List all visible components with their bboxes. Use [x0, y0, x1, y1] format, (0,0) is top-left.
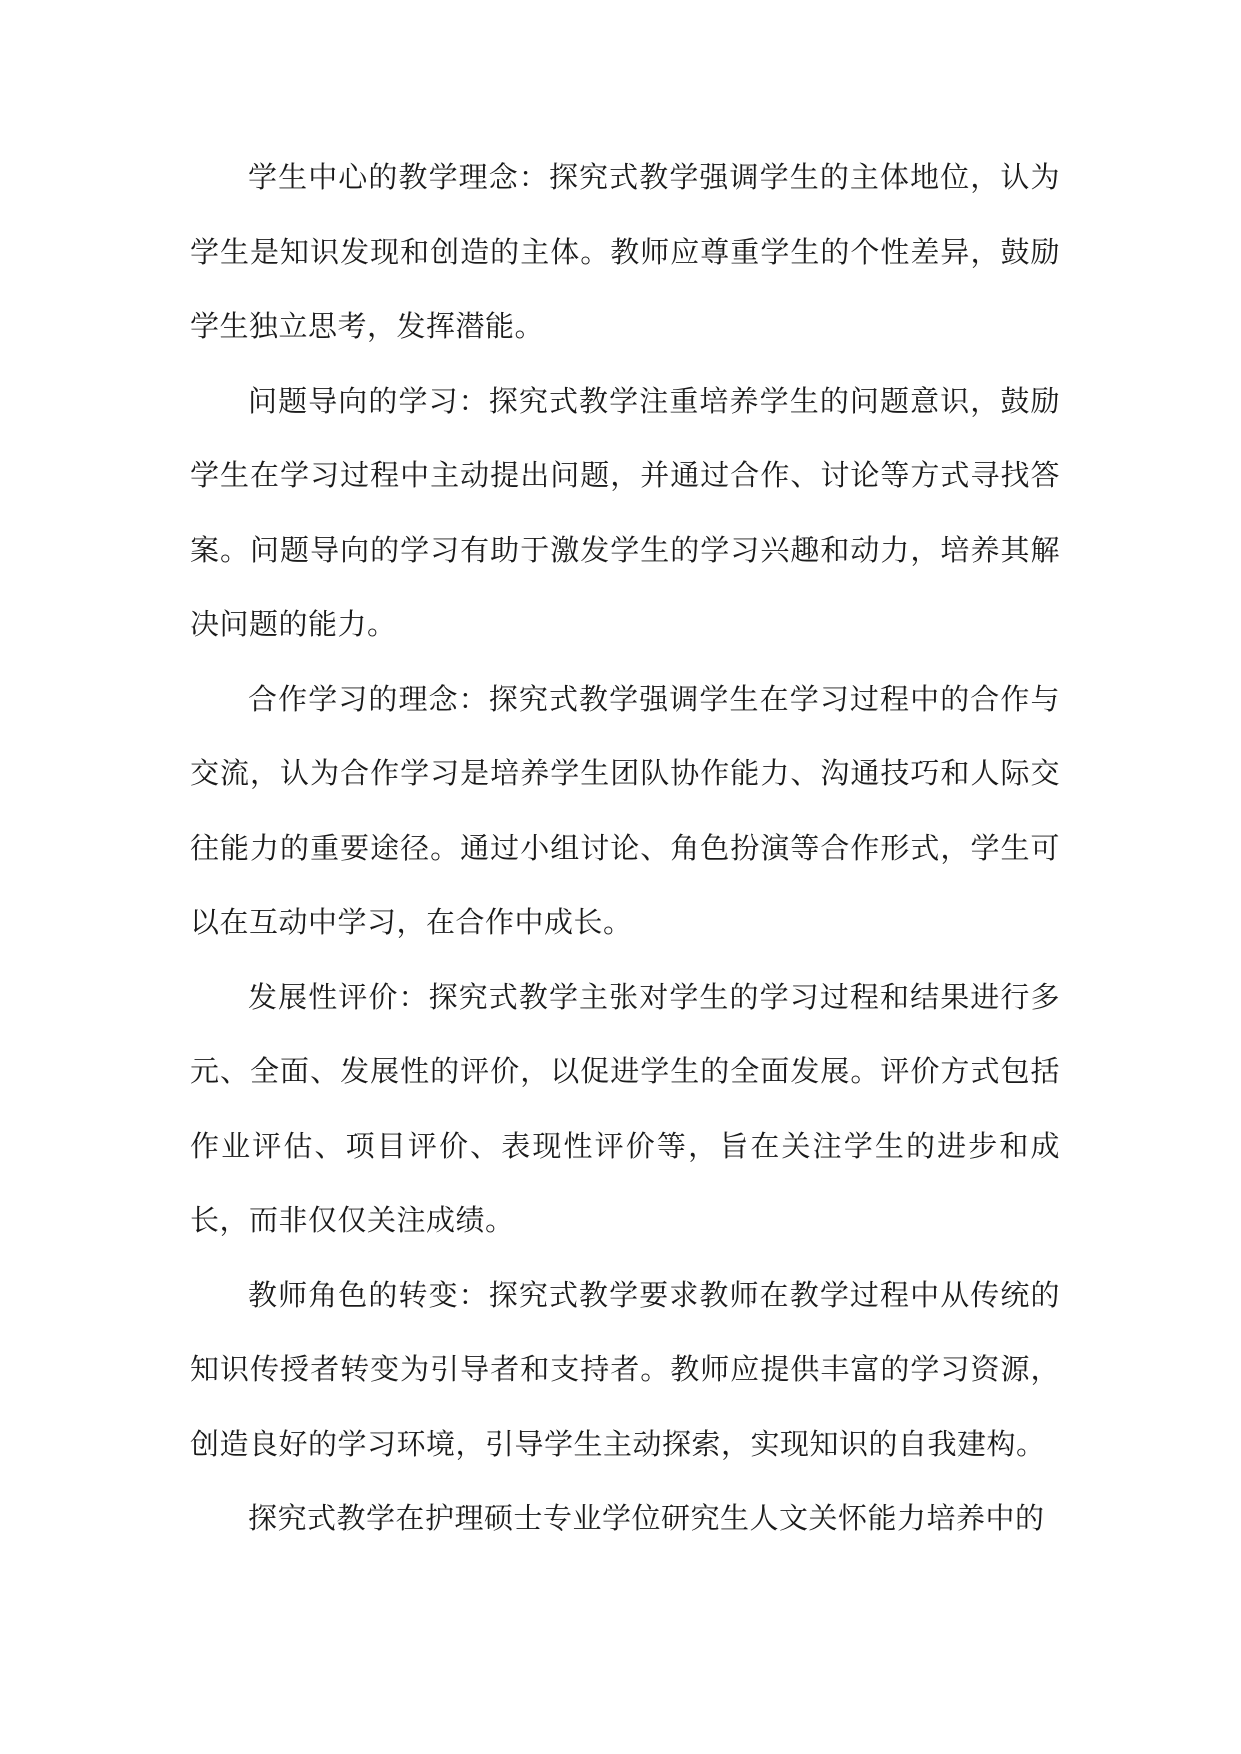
document-body — [190, 140, 1060, 1556]
paragraph-developmental-evaluation: 发展性评价：探究式教学主张对学生的学习过程和结果进行多元、全面、发展性的评价，以促进学生的全面发展。评价方式包括作业评估、项目评价、表现性评价等，旨在关注学生的进步和成长，而非仅仅关注成绩。 — [190, 979, 1060, 1237]
paragraph-cooperative-learning: 合作学习的理念：探究式教学强调学生在学习过程中的合作与交流，认为合作学习是培养学生团队协作能力、沟通技巧和人际交往能力的重要途径。通过小组讨论、角色扮演等合作形式，学生可以在互动中学习，在合作中成长。 — [190, 681, 1060, 939]
paragraph-student-centered: 学生中心的教学理念：探究式教学强调学生的主体地位，认为学生是知识发现和创造的主体。教师应尊重学生的个性差异，鼓励学生独立思考，发挥潜能。 — [190, 160, 1060, 343]
paragraph-teacher-role: 教师角色的转变：探究式教学要求教师在教学过程中从传统的知识传授者转变为引导者和支持者。教师应提供丰富的学习资源，创造良好的学习环境，引导学生主动探索，实现知识的自我建构。 — [190, 1277, 1060, 1461]
paragraph-section-intro: 探究式教学在护理硕士专业学位研究生人文关怀能力培养中的 — [248, 1501, 1045, 1535]
paragraph-problem-oriented: 问题导向的学习：探究式教学注重培养学生的问题意识，鼓励学生在学习过程中主动提出问题，并通过合作、讨论等方式寻找答案。问题导向的学习有助于激发学生的学习兴趣和动力，培养其解决问题的能力。 — [190, 383, 1060, 641]
